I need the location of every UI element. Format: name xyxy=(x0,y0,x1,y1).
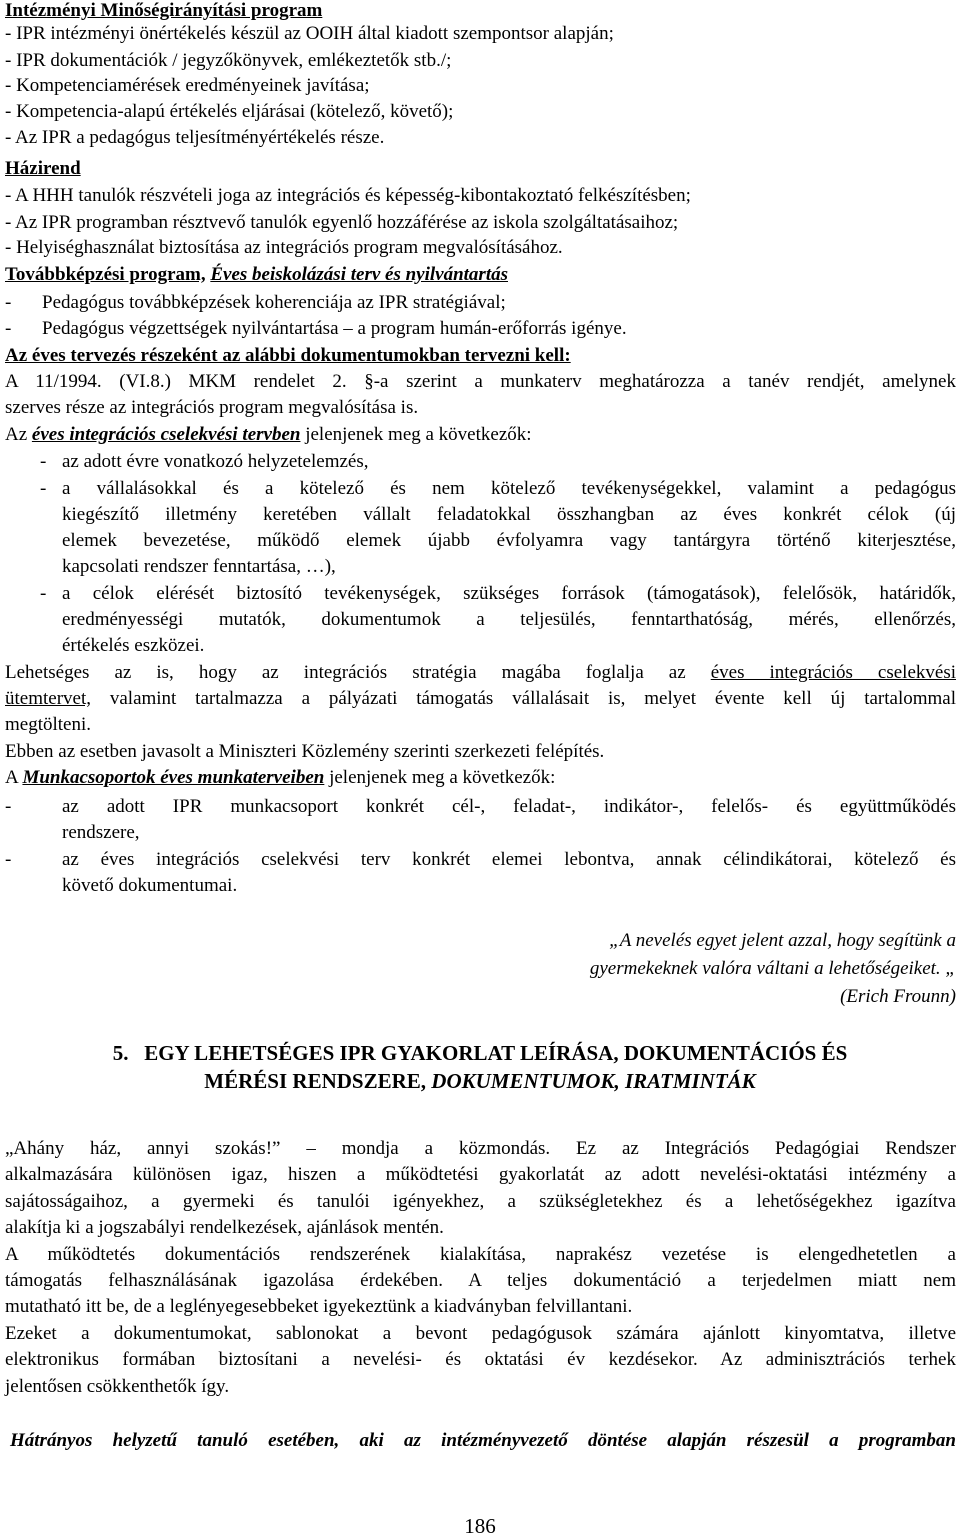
dash-marker: - xyxy=(40,583,47,604)
text-run: Lehetséges az is, hogy az integrációs stratégia magába foglalja az xyxy=(5,662,686,683)
paragraph-line: „Ahány ház, annyi szokás!” – mondja a közmondás. Ez az Integrációs Pedagógiai Rendszer xyxy=(5,1138,956,1159)
list-item: a vállalásokkal és a kötelező és nem kötelező tevékenységekkel, valamint a pedagógus xyxy=(62,478,956,499)
paragraph-line: A 11/1994. (VI.8.) MKM rendelet 2. §-a szerint a munkaterv meghatározza a tanév rendjét, amelynek xyxy=(5,371,956,392)
text-run-emphasis: éves integrációs cselekvési tervben xyxy=(31,424,301,445)
dash-marker: - xyxy=(40,451,47,472)
list-item: elemek bevezetése, működő elemek újabb évfolyamra vagy tantárgyra történő kiterjesztése, xyxy=(62,530,956,551)
paragraph-line: elektronikus formában biztosítani a nevelési- és oktatási év kezdésekor. Az adminisztrációs terhek xyxy=(5,1349,956,1370)
list-item: - Az IPR programban résztvevő tanulók egyenlő hozzáférése az iskola szolgáltatásaihoz; xyxy=(5,212,679,233)
paragraph-line xyxy=(5,662,956,684)
list-item: Pedagógus végzettségek nyilvántartása – a program humán-erőforrás igénye. xyxy=(42,318,627,339)
list-item: követő dokumentumai. xyxy=(62,875,238,896)
chapter-title-line1: EGY LEHETSÉGES IPR GYAKORLAT LEÍRÁSA, DOKUMENTÁCIÓS ÉS xyxy=(144,1041,848,1065)
section-title-training-a: Továbbképzési program, xyxy=(5,264,206,285)
paragraph-line xyxy=(5,424,532,446)
paragraph-line: A működtetés dokumentációs rendszerének kialakítása, naprakész vezetése is elengedhetetlen a xyxy=(5,1244,956,1265)
closing-statement: Hátrányos helyzetű tanuló esetében, aki az intézményvezető döntése alapján részesül a programban xyxy=(10,1430,956,1451)
list-item: - Az IPR a pedagógus teljesítményértékelés része. xyxy=(5,127,385,148)
chapter-heading-line2 xyxy=(0,1068,960,1094)
text-run-underlined: éves integrációs cselekvési xyxy=(710,662,957,683)
paragraph-line: támogatás felhasználásának igazolása érdekében. A teljes dokumentáció a terjedelmen miatt nem xyxy=(5,1270,956,1291)
page-number: 186 xyxy=(464,1514,496,1538)
paragraph-line: jelentősen csökkenthetők így. xyxy=(5,1376,230,1397)
section-title-training xyxy=(5,264,508,286)
text-run-underlined: ütemtervet, xyxy=(5,688,91,709)
list-item: a célok elérését biztosító tevékenységek, szükséges források (támogatások), felelősök, határidők, xyxy=(62,583,956,604)
text-run: jelenjenek meg a következők: xyxy=(329,767,556,788)
quote-line: „A nevelés egyet jelent azzal, hogy segítünk a xyxy=(609,930,956,951)
paragraph-line: mutatható itt be, de a leglényegesebbeket igyekeztünk a kiadványban felvillantani. xyxy=(5,1296,633,1317)
paragraph-line: Ebben az esetben javasolt a Miniszteri Közlemény szerinti szerkezeti felépítés. xyxy=(5,741,605,762)
text-run: A xyxy=(5,767,18,788)
dash-marker: - xyxy=(5,292,12,313)
list-item: - Kompetencia-alapú értékelés eljárásai (kötelező, követő); xyxy=(5,101,454,122)
paragraph-line: alakítja ki a jogszabályi rendelkezések, ajánlások mentén. xyxy=(5,1217,444,1238)
paragraph-line: megtölteni. xyxy=(5,714,92,735)
list-item: - IPR intézményi önértékelés készül az OOIH által kiadott szempontsor alapján; xyxy=(5,23,614,44)
list-item: az éves integrációs cselekvési terv konkrét elemei lebontva, annak célindikátorai, kötelező és xyxy=(62,849,956,870)
list-item: az adott IPR munkacsoport konkrét cél-, feladat-, indikátor-, felelős- és együttműködés xyxy=(62,796,956,817)
chapter-title-line2b: DOKUMENTUMOK, IRATMINTÁK xyxy=(431,1069,756,1093)
section-title-house-rules: Házirend xyxy=(5,158,81,179)
chapter-heading xyxy=(0,1040,960,1066)
section-title-annual-planning: Az éves tervezés részeként az alábbi dokumentumokban tervezni kell: xyxy=(5,345,571,366)
list-item: Pedagógus továbbképzések koherenciája az IPR stratégiával; xyxy=(42,292,506,313)
paragraph-line xyxy=(5,688,956,710)
section-title-quality-program: Intézményi Minőségirányítási program xyxy=(5,0,323,21)
paragraph-line: szerves része az integrációs program megvalósítása is. xyxy=(5,397,419,418)
list-item: - Helyiséghasználat biztosítása az integrációs program megvalósításához. xyxy=(5,237,563,258)
dash-marker: - xyxy=(5,796,12,817)
chapter-number: 5. xyxy=(112,1041,129,1065)
paragraph-line: Ezeket a dokumentumokat, sablonokat a bevont pedagógusok számára ajánlott kinyomtatva, illetve xyxy=(5,1323,956,1344)
list-item: rendszere, xyxy=(62,822,140,843)
list-item: eredményességi mutatók, dokumentumok a teljesülés, fenntarthatóság, mérés, ellenőrzés, xyxy=(62,609,956,630)
chapter-title-line2a: MÉRÉSI RENDSZERE, xyxy=(204,1069,427,1093)
text-run: valamint tartalmazza a pályázati támogatás vállalásait is, melyet évente kell új tartalommal xyxy=(109,688,957,709)
dash-marker: - xyxy=(5,849,12,870)
quote-line: gyermekeknek valóra váltani a lehetőségeiket. „ xyxy=(589,958,956,979)
list-item: az adott évre vonatkozó helyzetelemzés, xyxy=(62,451,369,472)
dash-marker: - xyxy=(40,478,47,499)
paragraph-line: alkalmazására különösen igaz, hiszen a működtetési gyakorlatát az adott nevelési-oktatási intézmény a xyxy=(5,1164,956,1185)
list-item: értékelés eszközei. xyxy=(62,635,205,656)
section-title-training-b: Éves beiskolázási terv és nyilvántartás xyxy=(210,264,508,285)
paragraph-line xyxy=(5,767,555,789)
list-item: kapcsolati rendszer fenntartása, …), xyxy=(62,556,336,577)
quote-author: (Erich Frounn) xyxy=(840,986,956,1007)
text-run: jelenjenek meg a következők: xyxy=(305,424,532,445)
text-run-emphasis: Munkacsoportok éves munkaterveiben xyxy=(22,767,325,788)
list-item: - IPR dokumentációk / jegyzőkönyvek, emlékeztetők stb./; xyxy=(5,50,452,71)
dash-marker: - xyxy=(5,318,12,339)
text-run: Az xyxy=(5,424,28,445)
paragraph-line: sajátosságaihoz, a gyermeki és tanulói igényekhez, a szükségletekhez és a lehetőségekhez igazítva xyxy=(5,1191,956,1212)
list-item: kiegészítő illetmény keretében vállalt feladatokkal összhangban az éves konkrét célok (új xyxy=(62,504,956,525)
list-item: - Kompetenciamérések eredményeinek javítása; xyxy=(5,75,370,96)
list-item: - A HHH tanulók részvételi joga az integrációs és képesség-kibontakoztató felkészítésben; xyxy=(5,185,691,206)
